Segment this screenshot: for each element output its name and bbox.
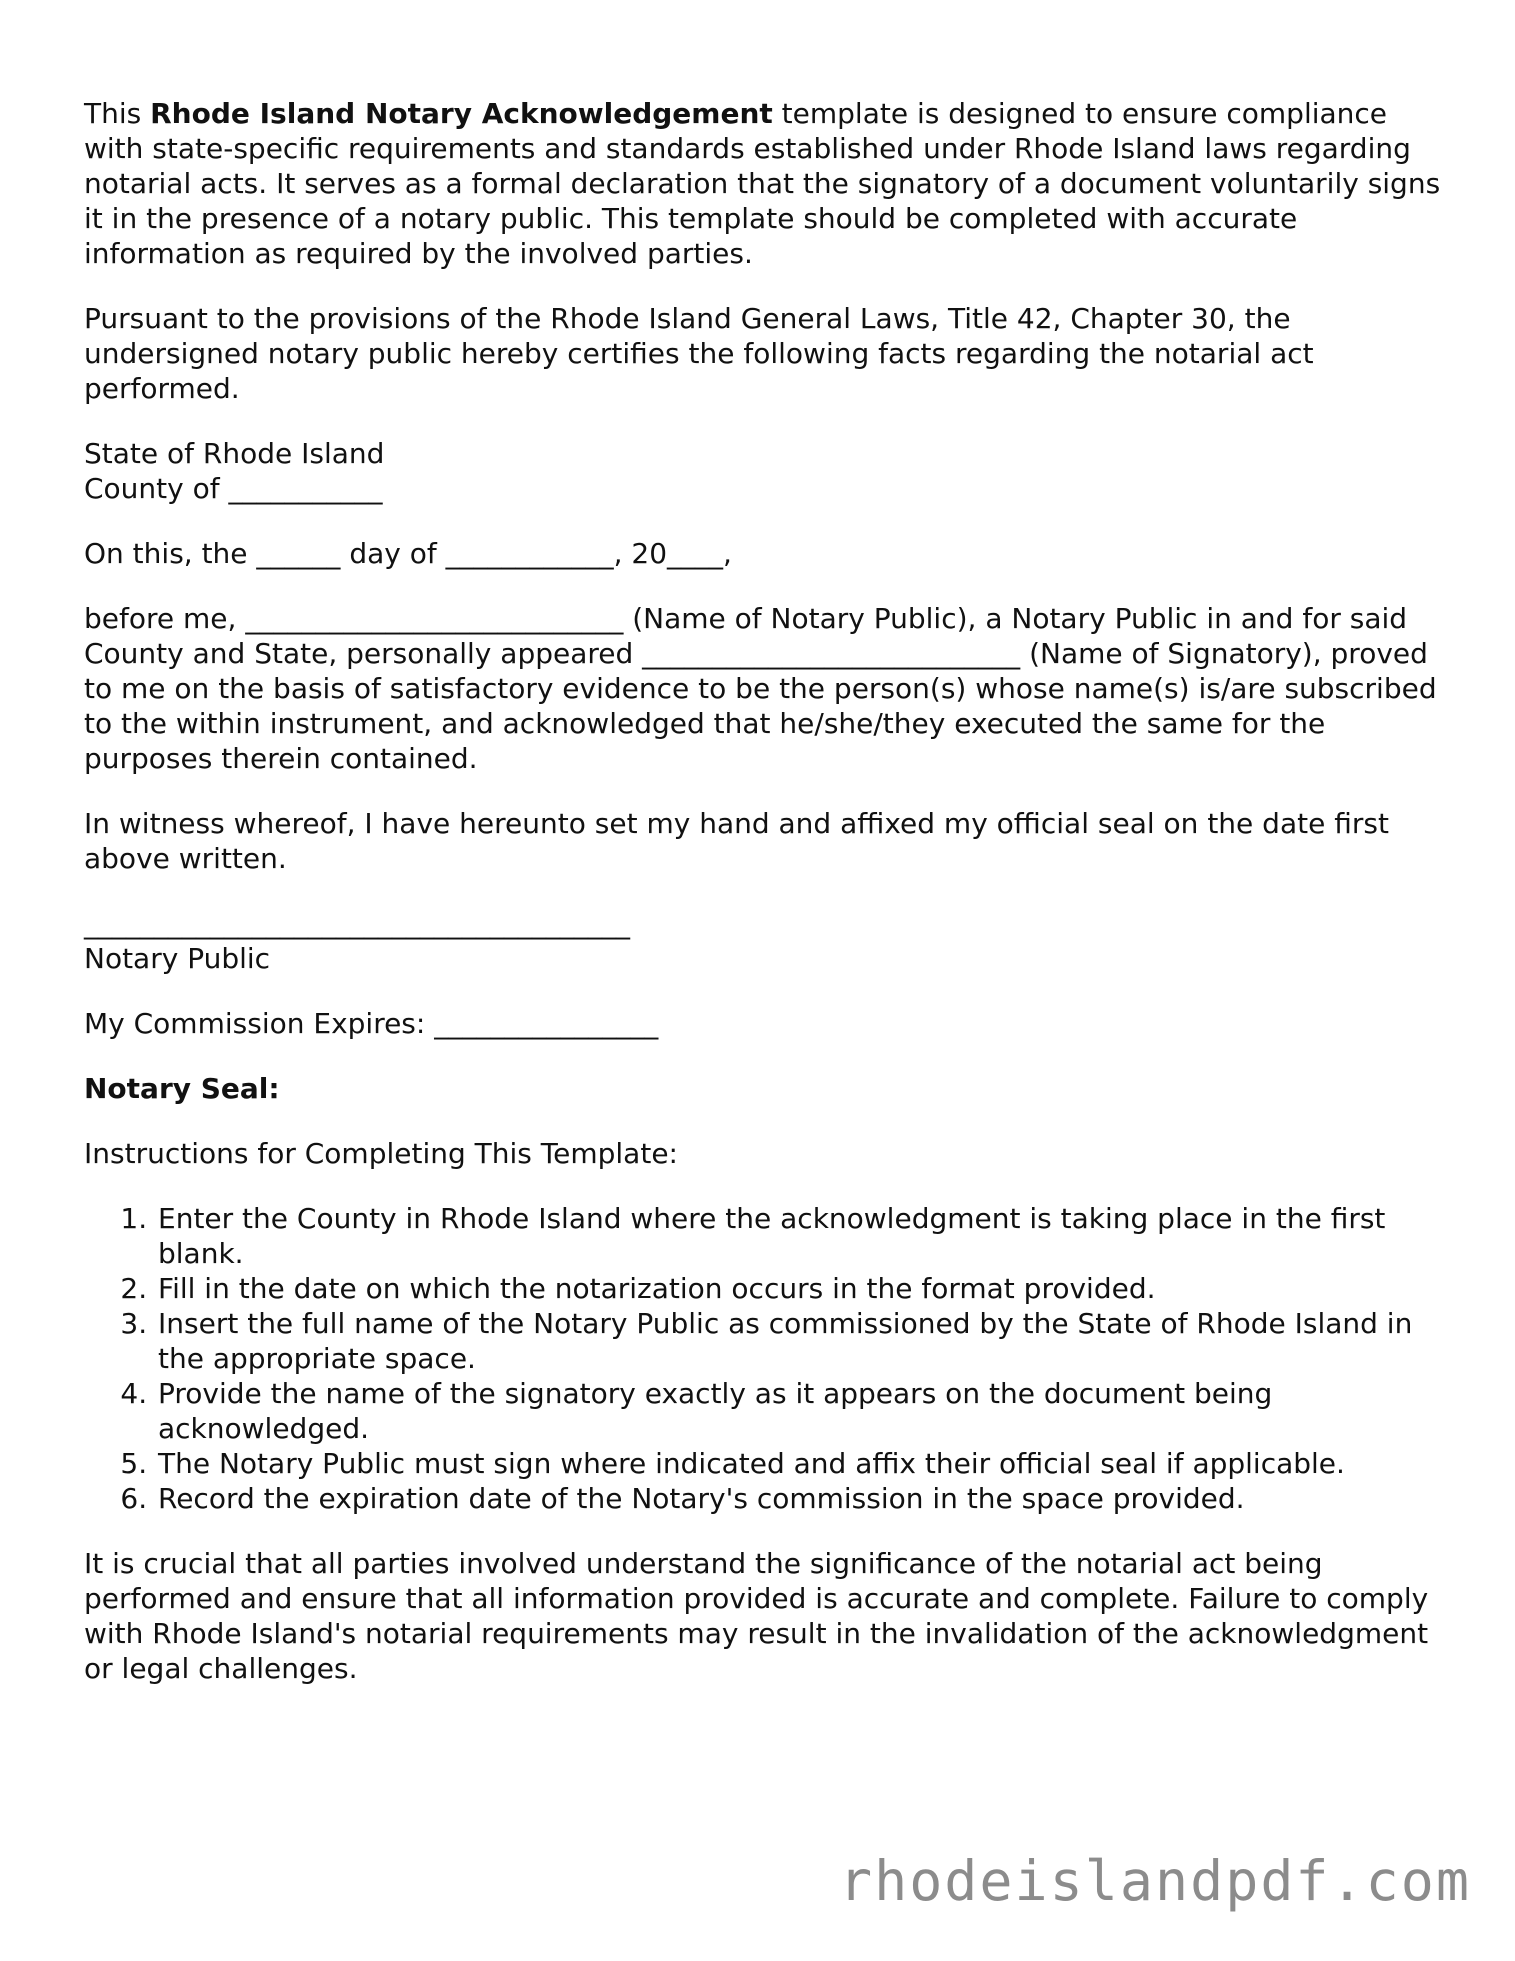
signature-line: _______________________________________: [84, 907, 630, 940]
appearance-paragraph: before me, ___________________________ (Name of Notary Public), a Notary Public in and for said County and State, personally appeared ___________________________ (Name of Signatory), proved to me on the basis of satisfactory evidence to be the person(s) whose name(s) is/are subscribed to the within instrument, and acknowledged that he/she/they executed the same for the purposes therein contained.: [84, 602, 1437, 775]
document-body: [84, 96, 1444, 1716]
list-item: 1. Enter the County in Rhode Island where the acknowledgment is taking place in the first blank.: [156, 1201, 1444, 1271]
instructions-heading: Instructions for Completing This Template:: [84, 1137, 678, 1170]
list-item: 2. Fill in the date on which the notarization occurs in the format provided.: [156, 1271, 1444, 1306]
venue-block: [84, 436, 1444, 506]
form-title: Rhode Island Notary Acknowledgement: [150, 97, 773, 130]
closing-paragraph: It is crucial that all parties involved understand the significance of the notarial act being performed and ensure that all information provided is accurate and complete. Failure to comply with Rhode Island's notarial requirements may result in the invalidation of the acknowledgment or legal challenges.: [84, 1547, 1429, 1685]
witness-paragraph: In witness whereof, I have hereunto set my hand and affixed my official seal on the date first above written.: [84, 807, 1389, 875]
county-line: County of ___________: [84, 472, 383, 505]
list-item: 3. Insert the full name of the Notary Public as commissioned by the State of Rhode Island in the appropriate space.: [156, 1306, 1444, 1376]
seal-heading: [84, 1071, 1444, 1106]
instructions-list: [84, 1201, 1444, 1516]
watermark: rhodeislandpdf.com: [838, 1849, 1471, 1913]
date-line: On this, the ______ day of ____________, 20____,: [84, 537, 732, 570]
state-line: State of Rhode Island: [84, 437, 385, 470]
pursuant-paragraph: Pursuant to the provisions of the Rhode Island General Laws, Title 42, Chapter 30, the undersigned notary public hereby certifies the following facts regarding the notarial act performed.: [84, 302, 1314, 405]
intro-suffix: template is designed to ensure compliance with state-specific requirements and standards established under Rhode Island laws regarding notarial acts. It serves as a formal declaration that the signatory of a document voluntarily signs it in the presence of a notary public. This template should be completed with accurate information as required by the involved parties.: [84, 97, 1441, 270]
signature-label: Notary Public: [84, 942, 271, 975]
signature-block: [84, 906, 1444, 976]
list-item: 4. Provide the name of the signatory exactly as it appears on the document being acknowledged.: [156, 1376, 1444, 1446]
intro-prefix: This: [84, 97, 151, 130]
intro-paragraph: [84, 96, 1444, 271]
seal-heading-text: Notary Seal:: [84, 1072, 280, 1105]
list-item: 6. Record the expiration date of the Notary's commission in the space provided.: [156, 1481, 1444, 1516]
commission-line: My Commission Expires: ________________: [84, 1007, 659, 1040]
list-item: 5. The Notary Public must sign where indicated and affix their official seal if applicable.: [156, 1446, 1444, 1481]
